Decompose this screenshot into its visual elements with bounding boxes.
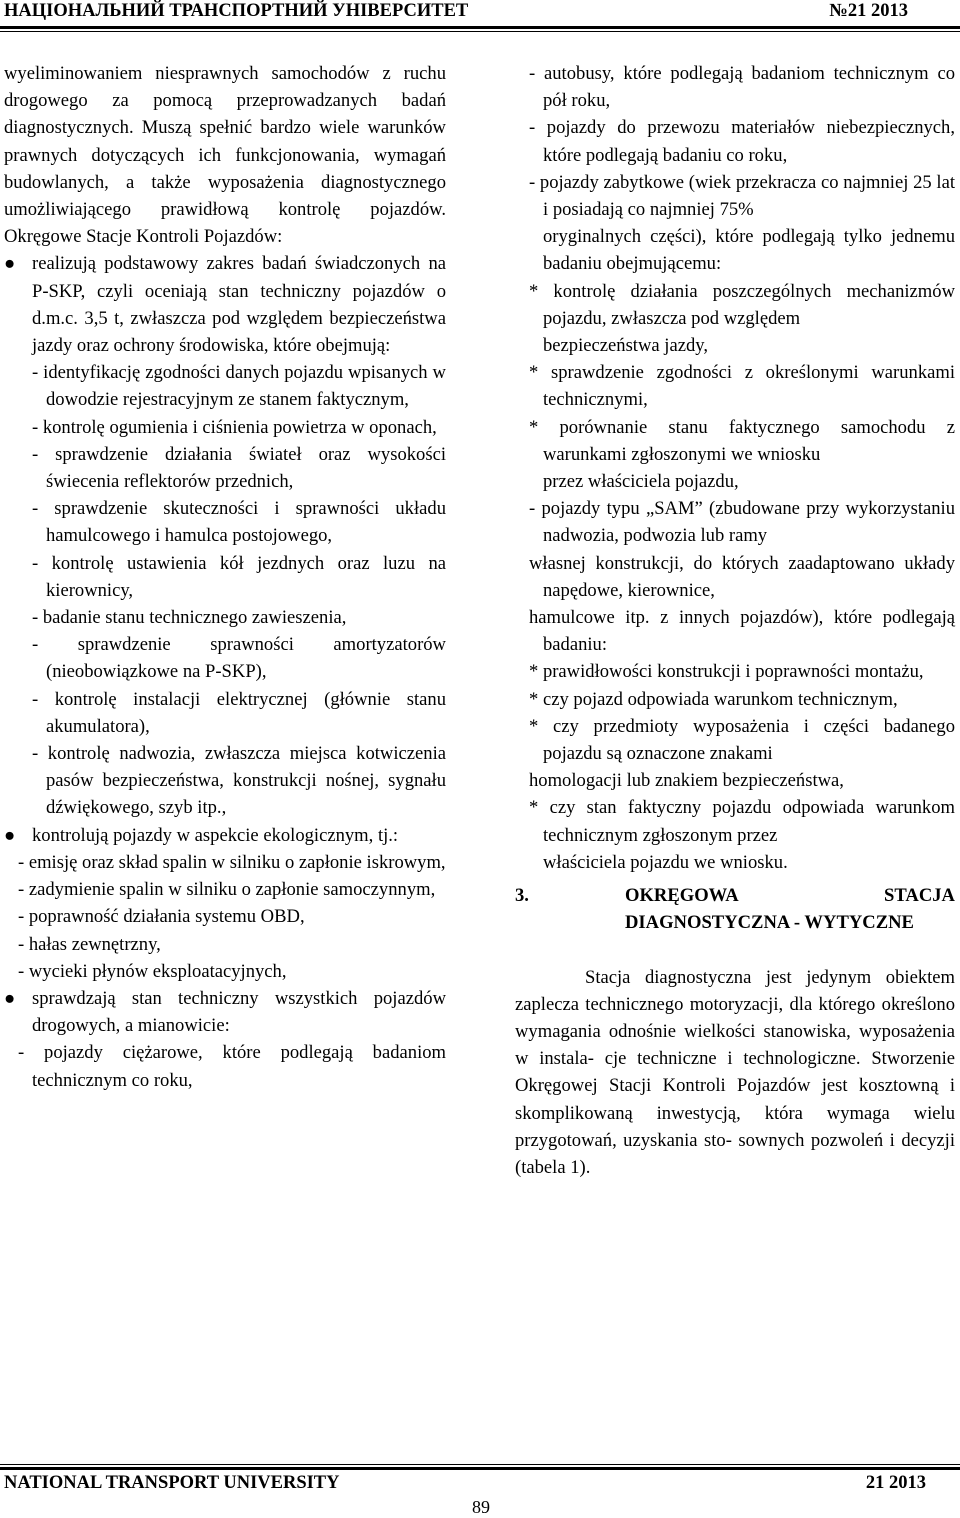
list-item: właściciela pojazdu we wniosku.	[543, 851, 788, 873]
list-item: * sprawdzenie zgodności z określonymi warunkami technicznymi,	[529, 362, 955, 411]
list-item: - autobusy, które podlegają badaniom technicznym co pół roku,	[529, 63, 955, 112]
list-item: - pojazdy ciężarowe, które podlegają badaniom technicznym co roku,	[18, 1042, 446, 1091]
right-column	[515, 60, 955, 1181]
list-item: - pojazdy do przewozu materiałów niebezpiecznych, które podlegają badaniu co roku,	[529, 117, 955, 166]
list-item: - kontrolę ustawienia kół jezdnych oraz luzu na kierownicy,	[32, 552, 446, 601]
body-paragraph: Stacja diagnostyczna jest jedynym obiektem zaplecza technicznego motoryzacji, dla którego określono wymagania odnośnie wielkości stanowiska, wyposażenia w instala- cje techniczne i technologiczne. Stworzenie Okręgowej Stacji Kontroli Pojazdów jest kosztowną i skomplikowaną inwestycją, która wymaga wielu przygotowań, uzyskania sto- sownych pozwoleń i decyzji (tabela 1).	[515, 966, 955, 1178]
list-item: * prawidłowości konstrukcji i poprawności montażu,	[529, 661, 924, 683]
footer-rule-thick	[0, 1467, 960, 1470]
list-item: - kontrolę nadwozia, zwłaszcza miejsca kotwiczenia pasów bezpieczeństwa, konstrukcji nośnej, sygnału dźwiękowego, szyb itp.,	[32, 743, 446, 819]
list-item: - sprawdzenie sprawności amortyzatorów (nieobowiązkowe na P-SKP),	[32, 634, 446, 683]
bullet-text: sprawdzają stan techniczny wszystkich pojazdów drogowych, a mianowicie:	[32, 987, 446, 1037]
list-item: bezpieczeństwa jazdy,	[543, 335, 709, 357]
bullet-item	[4, 822, 446, 849]
intro-paragraph: wyeliminowaniem niesprawnych samochodów z ruchu drogowego za pomocą przeprowadzanych badań diagnostycznych. Muszą spełnić bardzo wiele warunków prawnych dotyczących ich funkcjonowania, wymagań budowlanych, a także wyposażenia diagnostycznego umożliwiającego prawidłową kontrolę pojazdów. Okręgowe Stacje Kontroli Pojazdów:	[4, 63, 446, 248]
footer-issue: 21 2013	[865, 1473, 926, 1493]
issue-number: №21 2013	[829, 1, 908, 21]
list-item: - kontrolę instalacji elektrycznej (głównie stanu akumulatora),	[32, 688, 446, 737]
list-item: - hałas zewnętrzny,	[18, 933, 161, 955]
list-item: przez właściciela pojazdu,	[543, 471, 739, 493]
list-item: - sprawdzenie skuteczności i sprawności układu hamulcowego i hamulca postojowego,	[32, 498, 446, 547]
bullet-item	[4, 985, 446, 1039]
list-item: - pojazdy zabytkowe (wiek przekracza co najmniej 25 lat i posiadają co najmniej 75%	[529, 171, 955, 221]
bullet-icon: ●	[4, 253, 16, 275]
list-item: - pojazdy typu „SAM” (zbudowane przy wykorzystaniu nadwozia, podwozia lub ramy	[529, 498, 955, 547]
list-item: - sprawdzenie działania świateł oraz wysokości świecenia reflektorów przednich,	[32, 443, 446, 493]
list-item: homologacji lub znakiem bezpieczeństwa,	[529, 770, 844, 792]
list-item: * porównanie stanu faktycznego samochodu z warunkami zgłoszonymi we wniosku	[529, 416, 955, 465]
list-item: * czy przedmioty wyposażenia i części badanego pojazdu są oznaczone znakami	[529, 715, 955, 765]
bullet-icon: ●	[4, 987, 16, 1009]
bullet-text: kontrolują pojazdy w aspekcie ekologicznym, tj.:	[32, 824, 399, 846]
page-number: 89	[472, 1497, 490, 1517]
header-rule-thin	[0, 31, 960, 32]
list-item: - kontrolę ogumienia i ciśnienia powietrza w oponach,	[32, 416, 437, 438]
list-item: * czy pojazd odpowiada warunkom technicznym,	[529, 688, 898, 710]
list-item: hamulcowe itp. z innych pojazdów), które podlegają badaniu:	[529, 607, 955, 656]
section-heading	[515, 882, 955, 936]
section-number: 3.	[515, 885, 529, 907]
list-item: * kontrolę działania poszczególnych mechanizmów pojazdu, zwłaszcza pod względem	[529, 280, 955, 329]
list-item: * czy stan faktyczny pojazdu odpowiada warunkom technicznym zgłoszonym przez	[529, 797, 955, 846]
left-column	[4, 60, 446, 1094]
list-item: - poprawność działania systemu OBD,	[18, 906, 305, 928]
list-item: - emisję oraz skład spalin w silniku o zapłonie iskrowym,	[18, 851, 446, 873]
list-item: - badanie stanu technicznego zawieszenia,	[32, 607, 347, 629]
bullet-icon: ●	[4, 824, 16, 846]
list-item: - wycieki płynów eksploatacyjnych,	[18, 960, 287, 982]
journal-title: НАЦІОНАЛЬНИЙ ТРАНСПОРТНИЙ УНІВЕРСИТЕТ	[4, 1, 469, 21]
bullet-text: realizują podstawowy zakres badań świadczonych na P-SKP, czyli oceniają stan techniczny pojazdów o d.m.c. 3,5 t, zwłaszcza pod względem bezpieczeństwa jazdy oraz ochrony środowiska, które obejmują:	[32, 253, 446, 357]
list-item: - identyfikację zgodności danych pojazdu wpisanych w dowodzie rejestracyjnym ze stanem faktycznym,	[32, 362, 446, 411]
section-title: OKRĘGOWA STACJA DIAGNOSTYCZNA - WYTYCZNE	[625, 885, 955, 934]
bullet-item	[4, 250, 446, 359]
journal-footer	[0, 1473, 960, 1497]
journal-header	[0, 0, 960, 24]
list-item: własnej konstrukcji, do których zaadaptowano układy napędowe, kierownice,	[529, 552, 955, 601]
list-item: oryginalnych części), które podlegają tylko jednemu badaniu obejmującemu:	[543, 226, 955, 275]
header-rule-thick	[0, 26, 960, 29]
footer-rule-thin	[0, 1464, 960, 1465]
footer-title: NATIONAL TRANSPORT UNIVERSITY	[4, 1473, 340, 1493]
list-item: - zadymienie spalin w silniku o zapłonie samoczynnym,	[18, 879, 436, 901]
